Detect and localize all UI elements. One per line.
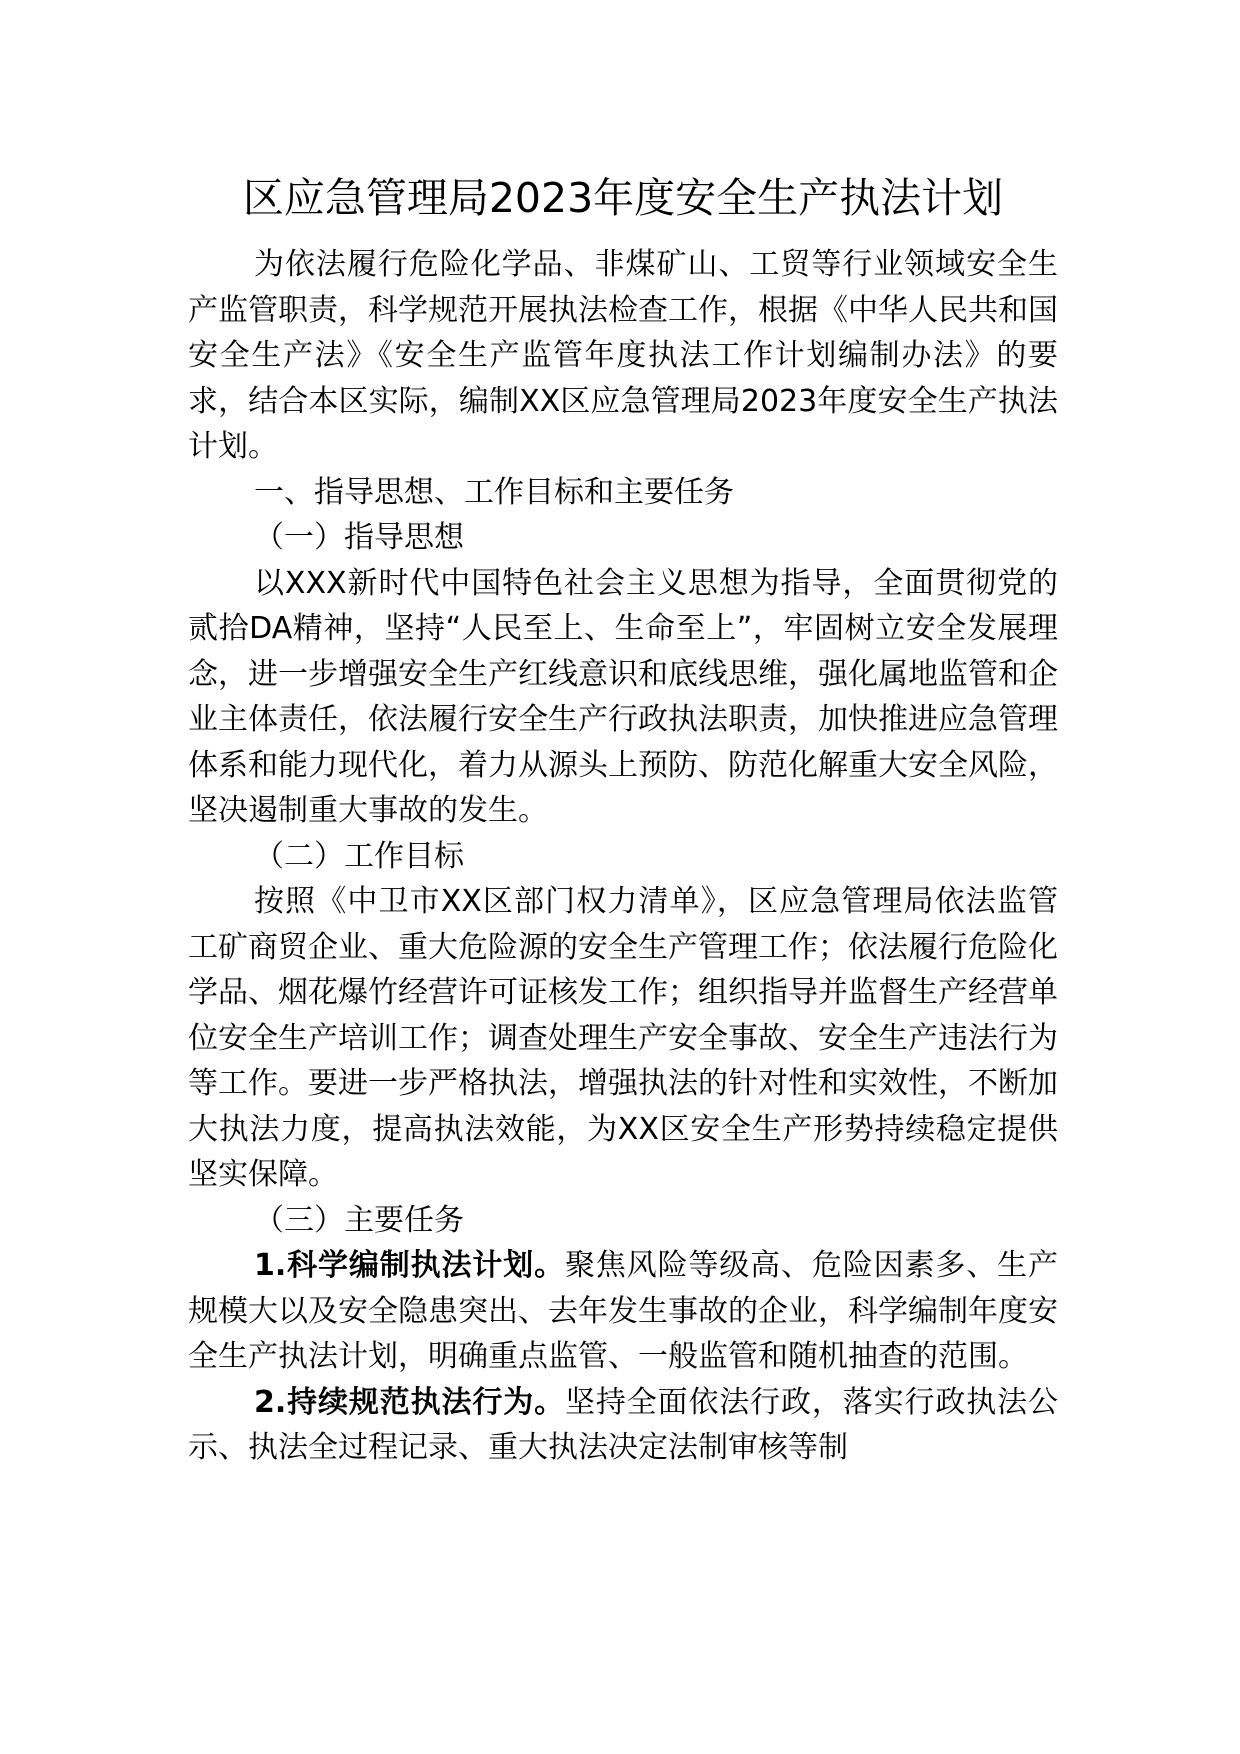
- task-2-lead: 2.持续规范执法行为。: [254, 1384, 565, 1420]
- work-goals-paragraph: 按照《中卫市XX区部门权力清单》，区应急管理局依法监管工矿商贸企业、重大危险源的安全生产管理工作；依法履行危险化学品、烟花爆竹经营许可证核发工作；组织指导并监督生产经营单位安全生产培训工作；调查处理生产安全事故、安全生产违法行为等工作。要进一步严格执法，增强执法的针对性和实效性，不断加大执法力度，提高执法效能，为XX区安全生产形势持续稳定提供坚实保障。: [188, 884, 1058, 1192]
- task-1-lead: 1.科学编制执法计划。: [254, 1248, 565, 1283]
- task-1-paragraph: [188, 1243, 1058, 1380]
- document-page: [188, 168, 1058, 1471]
- guiding-ideology-paragraph: 以XXX新时代中国特色社会主义思想为指导，全面贯彻党的贰拾DA精神，坚持“人民至上、生命至上”，牢固树立安全发展理念，进一步增强安全生产红线意识和底线思维，强化属地监管和企业主体责任，依法履行安全生产行政执法职责，加快推进应急管理体系和能力现代化，着力从源头上预防、防范化解重大安全风险，坚决遏制重大事故的发生。: [188, 565, 1058, 828]
- subsection-heading-guiding-ideology: （一）指导思想: [254, 520, 464, 555]
- task-1-text: 聚焦风险等级高、危险因素多、生产规模大以及安全隐患突出、去年发生事故的企业，科学编制年度安全生产执法计划，明确重点监管、一般监管和随机抽查的范围。: [188, 1248, 1058, 1374]
- section-heading-1: 一、指导思想、工作目标和主要任务: [254, 474, 734, 510]
- task-2-text: 坚持全面依法行政，落实行政执法公示、执法全过程记录、重大执法决定法制审核等制: [188, 1384, 1058, 1465]
- document-title: 区应急管理局2023年度安全生产执法计划: [242, 174, 1004, 222]
- subsection-heading-work-goals: （二）工作目标: [254, 838, 464, 874]
- intro-paragraph: 为依法履行危险化学品、非煤矿山、工贸等行业领域安全生产监管职责，科学规范开展执法检查工作，根据《中华人民共和国安全生产法》《安全生产监管年度执法工作计划编制办法》的要求，结合本区实际，编制XX区应急管理局2023年度安全生产执法计划。: [188, 247, 1058, 464]
- task-2-paragraph: [188, 1380, 1058, 1471]
- subsection-heading-main-tasks: （三）主要任务: [254, 1202, 464, 1238]
